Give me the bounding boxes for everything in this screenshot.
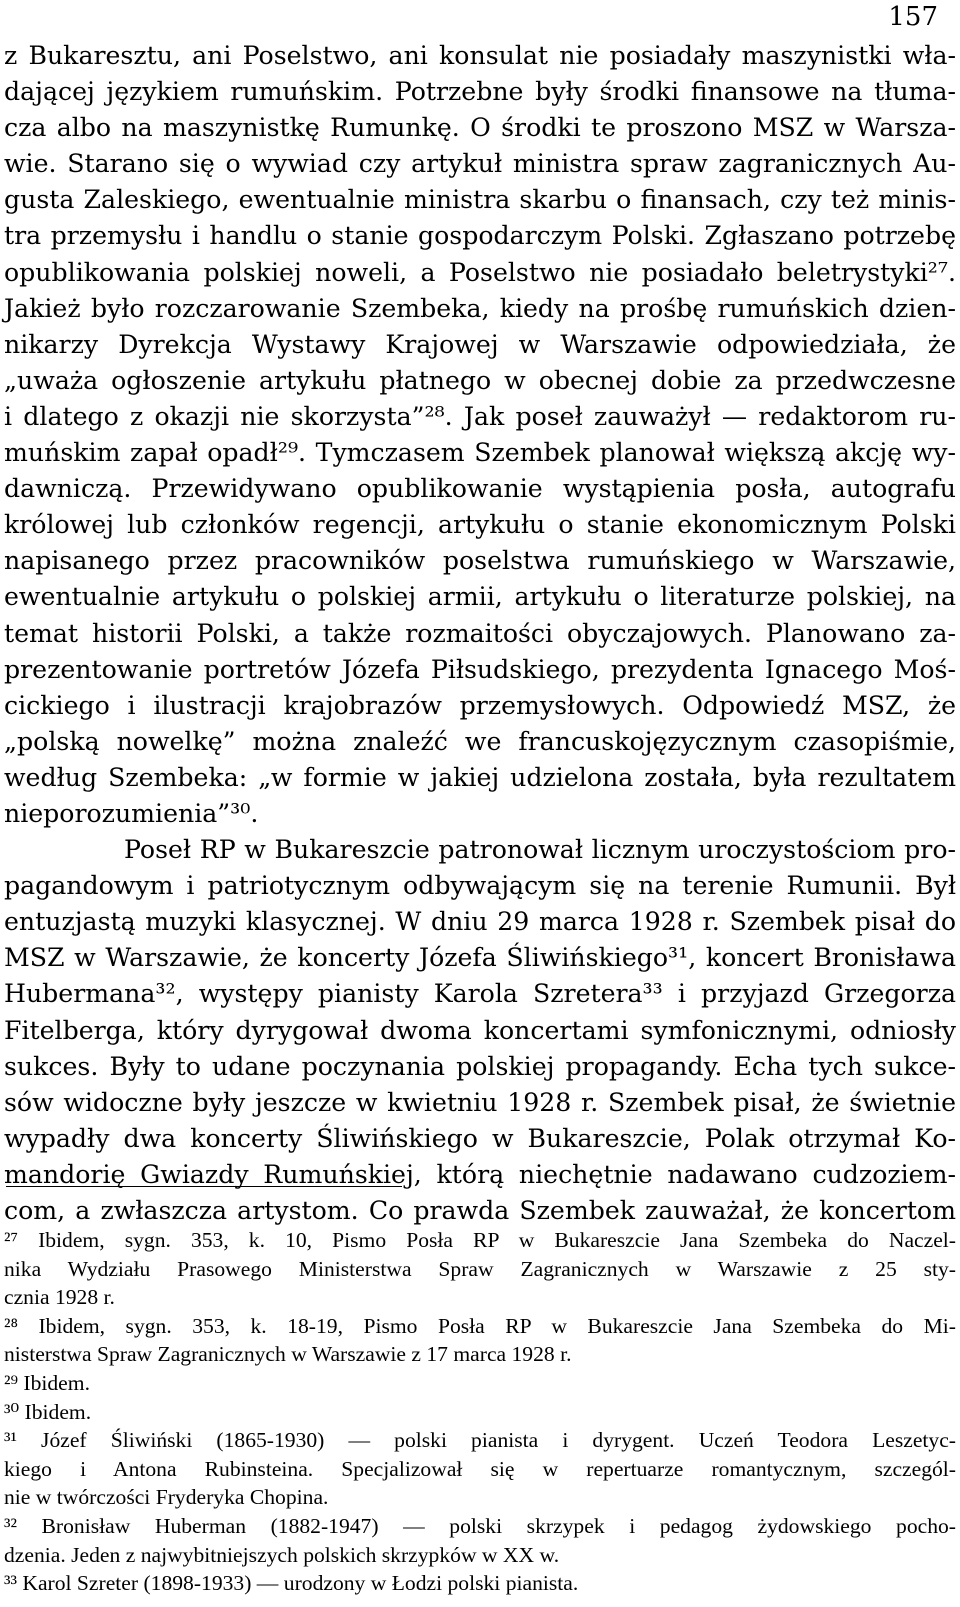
footnote-line: ²⁸ Ibidem, sygn. 353, k. 18-19, Pismo Posła RP w Bukareszcie Jana Szembeka do Mi- bbox=[4, 1313, 956, 1338]
body-line: MSZ w Warszawie, że koncerty Józefa Śliwińskiego³¹, koncert Bronisława bbox=[4, 943, 956, 973]
footnote-separator bbox=[6, 1186, 402, 1187]
body-line: Fitelberga, który dyrygował dwoma koncertami symfonicznymi, odniosły bbox=[4, 1015, 956, 1045]
body-line: „polską nowelkę” można znaleźć we francuskojęzycznym czasopiśmie, bbox=[4, 726, 956, 756]
body-line: i dlatego z okazji nie skorzysta”²⁸. Jak poseł zauważył — redaktorom ru- bbox=[4, 401, 956, 431]
footnote-line: nika Wydziału Prasowego Ministerstwa Spraw Zagranicznych w Warszawie z 25 sty- bbox=[4, 1256, 956, 1281]
footnote-line: dzenia. Jeden z najwybitniejszych polskich skrzypków w XX w. bbox=[4, 1542, 560, 1567]
body-line: królowej lub członków regencji, artykułu o stanie ekonomicznym Polski bbox=[4, 510, 956, 540]
body-line: według Szembeka: „w formie w jakiej udzielona została, była rezultatem bbox=[4, 762, 956, 792]
body-line: nikarzy Dyrekcja Wystawy Krajowej w Warszawie odpowiedziała, że bbox=[4, 329, 956, 359]
footnote-line: ³⁰ Ibidem. bbox=[4, 1399, 92, 1424]
body-line: z Bukaresztu, ani Poselstwo, ani konsulat nie posiadały maszynistki wła- bbox=[4, 41, 956, 70]
footnote-line: ³² Bronisław Huberman (1882-1947) — polski skrzypek i pedagog żydowskiego pocho- bbox=[4, 1513, 956, 1538]
footnote-line: ³³ Karol Szreter (1898-1933) — urodzony w Łodzi polski pianista. bbox=[4, 1571, 579, 1596]
footnote-line: nisterstwa Spraw Zagranicznych w Warszawie z 17 marca 1928 r. bbox=[4, 1342, 572, 1367]
body-line: wie. Starano się o wywiad czy artykuł ministra spraw zagranicznych Au- bbox=[4, 149, 956, 179]
body-line: cickiego i ilustracji krajobrazów przemysłowych. Odpowiedź MSZ, że bbox=[4, 690, 956, 720]
body-text bbox=[4, 38, 956, 1229]
body-line: wypadły dwa koncerty Śliwińskiego w Bukareszcie, Polak otrzymał Ko- bbox=[4, 1123, 956, 1153]
footnotes bbox=[4, 1226, 956, 1598]
footnote-line: nie w twórczości Fryderyka Chopina. bbox=[4, 1485, 329, 1510]
body-line: napisanego przez pracowników poselstwa rumuńskiego w Warszawie, bbox=[4, 546, 956, 576]
body-line: dawniczą. Przewidywano opublikowanie wystąpienia posła, autografu bbox=[4, 474, 956, 504]
body-line: ewentualnie artykułu o polskiej armii, artykułu o literaturze polskiej, na bbox=[4, 582, 956, 612]
body-line: Hubermana³², występy pianisty Karola Szretera³³ i przyjazd Grzegorza bbox=[4, 979, 956, 1009]
footnote-line: ²⁷ Ibidem, sygn. 353, k. 10, Pismo Posła RP w Bukareszcie Jana Szembeka do Naczel- bbox=[4, 1228, 956, 1252]
body-line: sów widoczne były jeszcze w kwietniu 1928 r. Szembek pisał, że świetnie bbox=[4, 1087, 956, 1117]
body-line: cza albo na maszynistkę Rumunkę. O środki te proszono MSZ w Warsza- bbox=[4, 113, 956, 143]
body-line: mandorię Gwiazdy Rumuńskiej, którą niechętnie nadawano cudzoziem- bbox=[4, 1159, 956, 1189]
footnote-line: ²⁹ Ibidem. bbox=[4, 1370, 90, 1395]
body-line: opublikowania polskiej noweli, a Poselstwo nie posiadało beletrystyki²⁷. bbox=[4, 257, 956, 287]
body-line: muńskim zapał opadł²⁹. Tymczasem Szembek planował większą akcję wy- bbox=[4, 438, 956, 468]
body-line: gusta Zaleskiego, ewentualnie ministra skarbu o finansach, czy też minis- bbox=[4, 185, 956, 215]
footnote-line: cznia 1928 r. bbox=[4, 1285, 115, 1310]
footnote-line: kiego i Antona Rubinsteina. Specjalizował się w repertuarze romantycznym, szczegól- bbox=[4, 1456, 956, 1481]
body-line: Poseł RP w Bukareszcie patronował licznym uroczystościom pro- bbox=[124, 835, 956, 865]
body-line: Jakież było rozczarowanie Szembeka, kiedy na prośbę rumuńskich dzien- bbox=[4, 293, 956, 323]
body-line: temat historii Polski, a także rozmaitości obyczajowych. Planowano za- bbox=[4, 618, 956, 648]
body-line: „uważa ogłoszenie artykułu płatnego w obecnej dobie za przedwczesne bbox=[4, 365, 956, 395]
body-line: pagandowym i patriotycznym odbywającym się na terenie Rumunii. Był bbox=[4, 871, 956, 901]
body-line: nieporozumienia”³⁰. bbox=[4, 798, 259, 828]
body-line: prezentowanie portretów Józefa Piłsudskiego, prezydenta Ignacego Moś- bbox=[4, 654, 956, 684]
body-line: sukces. Były to udane poczynania polskiej propagandy. Echa tych sukce- bbox=[4, 1051, 956, 1081]
body-line: com, a zwłaszcza artystom. Co prawda Szembek zauważał, że koncertom bbox=[4, 1196, 956, 1225]
body-line: tra przemysłu i handlu o stanie gospodarczym Polski. Zgłaszano potrzebę bbox=[4, 221, 956, 251]
body-line: entuzjastą muzyki klasycznej. W dniu 29 marca 1928 r. Szembek pisał do bbox=[4, 907, 956, 937]
footnote-line: ³¹ Józef Śliwiński (1865-1930) — polski pianista i dyrygent. Uczeń Teodora Leszetyc- bbox=[4, 1428, 956, 1453]
page-number: 157 bbox=[888, 2, 938, 32]
body-line: dającej językiem rumuńskim. Potrzebne były środki finansowe na tłuma- bbox=[4, 77, 956, 107]
